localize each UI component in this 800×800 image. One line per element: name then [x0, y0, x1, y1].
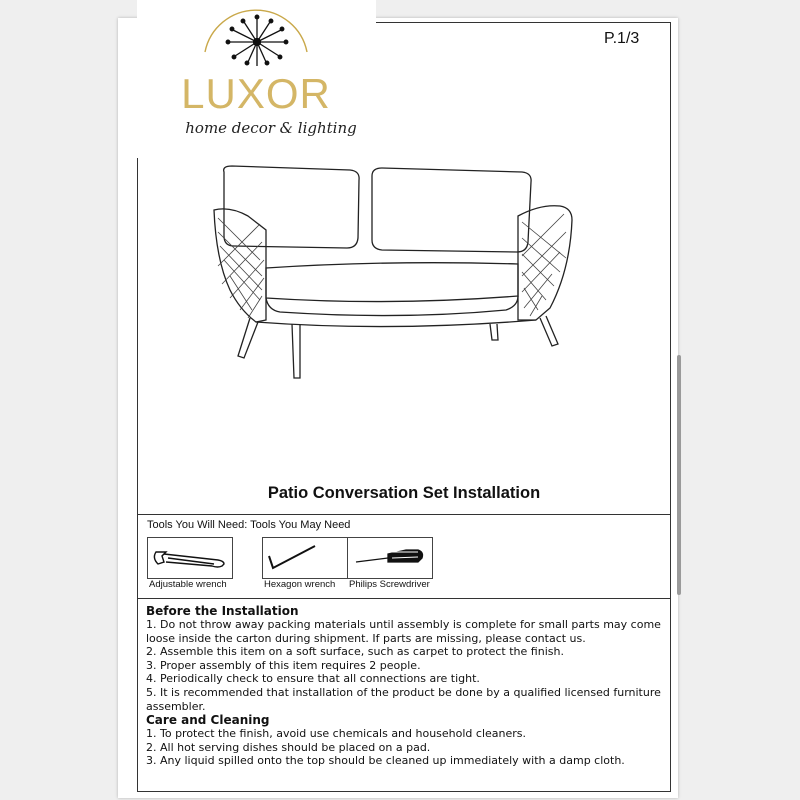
logo-graphic — [137, 0, 376, 158]
page-number: P.1/3 — [604, 30, 640, 47]
tool-label-hexagon-wrench: Hexagon wrench — [264, 579, 336, 590]
hexagon-wrench-icon — [263, 538, 347, 578]
care-heading: Care and Cleaning — [146, 713, 270, 728]
tool-label-screwdriver: Philips Screwdriver — [349, 579, 430, 590]
svg-text:LUXOR: LUXOR — [181, 70, 331, 117]
before-item-3: 3. Proper assembly of this item requires 2 people. — [146, 658, 421, 672]
instructions-text — [146, 604, 666, 768]
divider-top — [137, 514, 670, 515]
screwdriver-icon — [348, 538, 432, 578]
before-item-1: 1. Do not throw away packing materials until assembly is complete for small parts may come loose inside the carton during shipment. If parts are missing, please contact us. — [146, 618, 661, 645]
tool-box-hexagon-wrench — [262, 537, 348, 579]
divider-bottom — [137, 598, 670, 599]
brand-logo — [137, 0, 376, 158]
care-item-3: 3. Any liquid spilled onto the top should be cleaned up immediately with a damp cloth. — [146, 754, 625, 768]
adjustable-wrench-icon — [148, 538, 232, 578]
page-title: Patio Conversation Set Installation — [267, 484, 541, 502]
care-item-1: 1. To protect the finish, avoid use chemicals and household cleaners. — [146, 727, 527, 741]
before-item-4: 4. Periodically check to ensure that all connections are tight. — [146, 672, 480, 686]
tool-box-screwdriver — [347, 537, 433, 579]
before-item-2: 2. Assemble this item on a soft surface, such as carpet to protect the finish. — [146, 645, 564, 659]
scrollbar-thumb[interactable] — [677, 355, 681, 595]
sofa-illustration — [200, 160, 610, 385]
tool-box-adjustable-wrench — [147, 537, 233, 579]
before-heading: Before the Installation — [146, 604, 299, 618]
tool-label-adjustable-wrench: Adjustable wrench — [149, 579, 227, 590]
svg-text:home decor & lighting: home decor & lighting — [185, 119, 357, 137]
care-item-2: 2. All hot serving dishes should be placed on a pad. — [146, 740, 431, 754]
tools-header: Tools You Will Need: Tools You May Need — [147, 519, 351, 531]
before-item-5: 5. It is recommended that installation of the product be done by a qualified licensed furniture assembler. — [146, 685, 661, 713]
